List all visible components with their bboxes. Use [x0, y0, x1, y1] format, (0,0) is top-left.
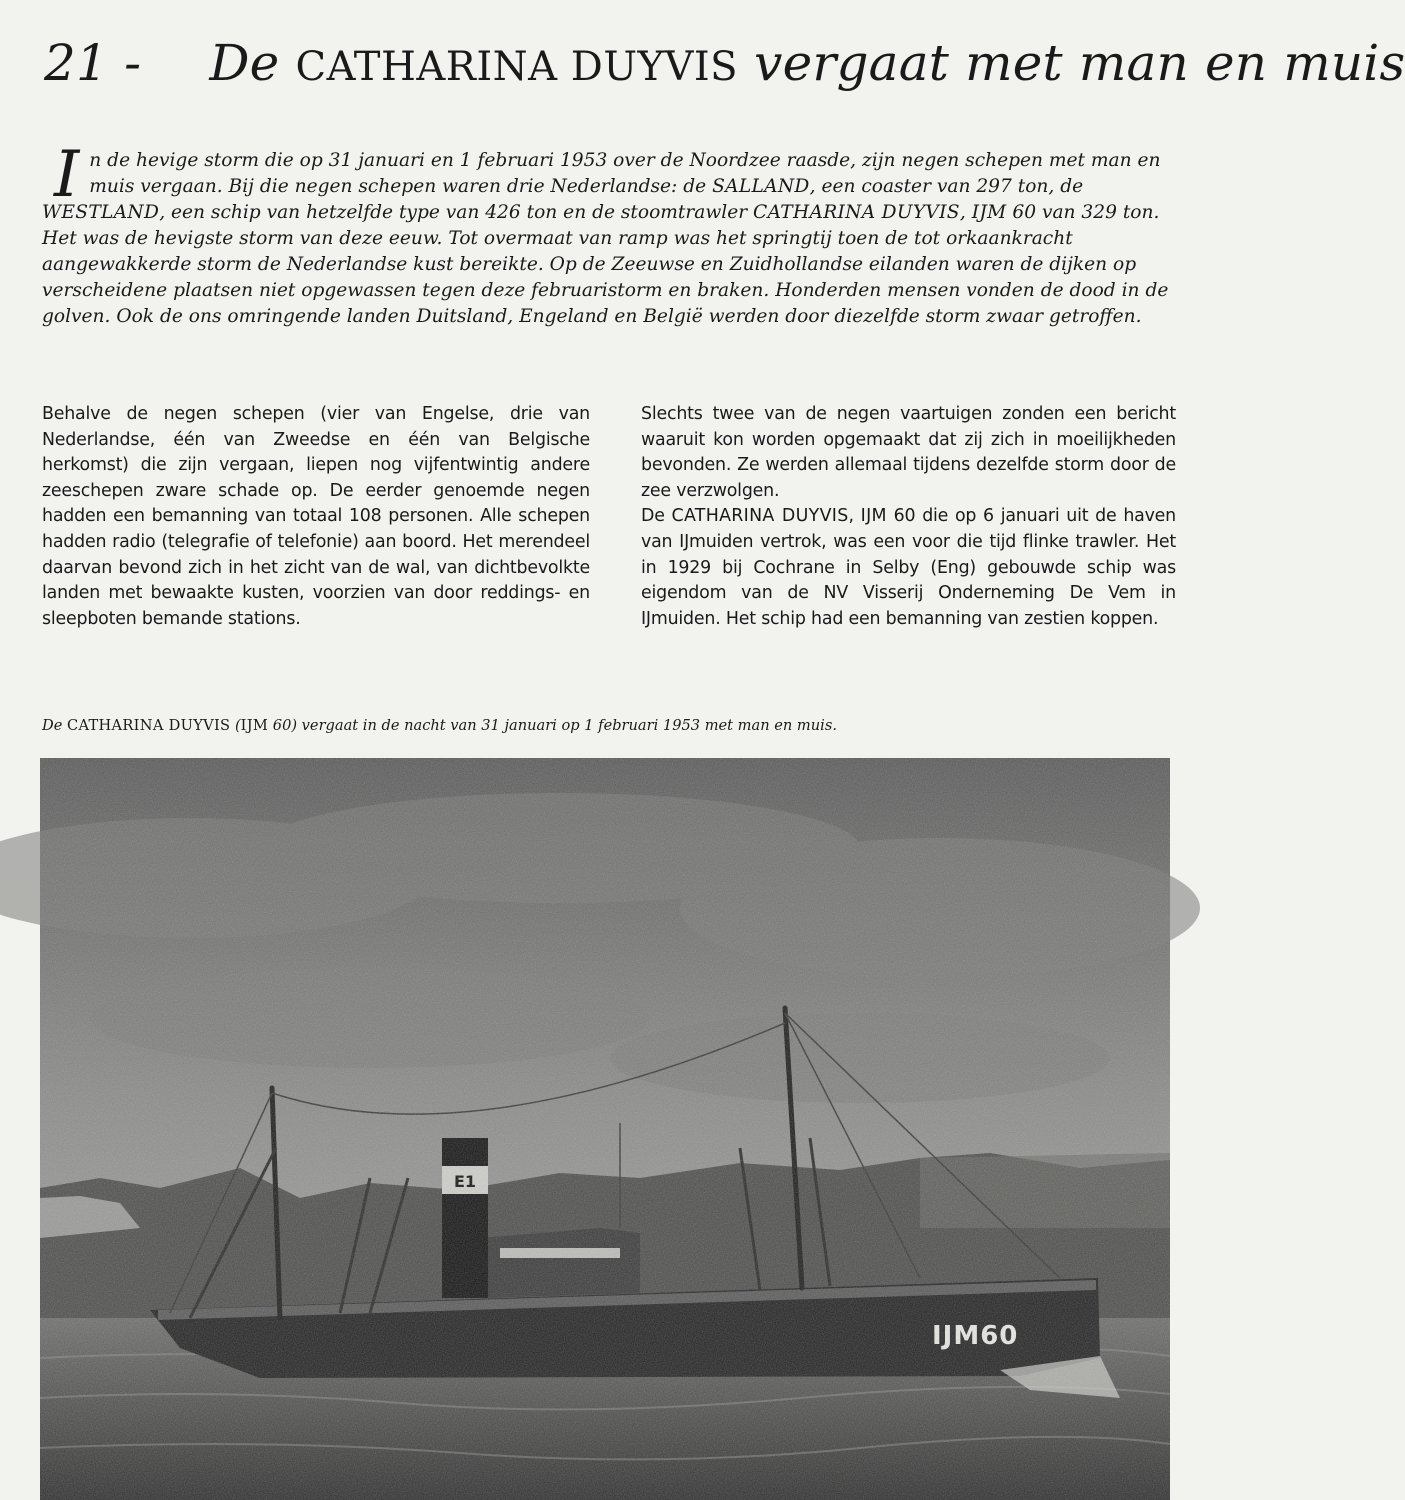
intro-text-d: ,	[959, 202, 966, 223]
column-right-paragraph-1: Slechts twee van de negen vaartuigen zonden een bericht waaruit kon worden opgemaakt dat zij zich in moeilijkheden bevonden. Ze werden allemaal tijdens dezelfde storm door de zee verzwolgen.	[641, 404, 1176, 501]
drop-cap: I	[54, 138, 80, 212]
chapter-number: 21 -	[44, 34, 142, 92]
caption-registration: IJM	[240, 717, 269, 734]
registration-prefix: IJM	[971, 202, 1007, 223]
intro-paragraph-1	[42, 138, 1182, 226]
intro-text-e: 60 van 329 ton.	[1012, 202, 1160, 223]
col-right-text-c: 60 die op 6 januari uit de haven van IJmuiden vertrok, was een voor die tijd flinke trawler. Het in 1929 bij Cochrane in Selby (Eng) gebouwde schip was eigendom van de NV Visserij Onderneming De Vem in IJmuiden. Het schip had een bemanning van zestien koppen.	[641, 506, 1177, 629]
photo-grain	[40, 758, 1170, 1500]
caption-ship-name: CATHARINA DUYVIS	[66, 717, 231, 734]
intro-text-a: n de hevige storm die op 31 januari en 1 februari 1953 over de Noordzee raasde, zijn negen schepen met man en muis vergaan. Bij die negen schepen waren drie Nederlandse: de	[89, 150, 1161, 197]
ship-salland: SALLAND	[712, 176, 810, 197]
col-right-ship-name: CATHARINA DUYVIS	[671, 506, 849, 527]
intro-text-b: , een coaster van 297 ton, de	[809, 176, 1084, 197]
title-prefix: De	[209, 34, 280, 92]
title-suffix: vergaat met man en muis	[754, 34, 1405, 92]
page-title	[44, 28, 1405, 102]
column-right-paragraph-2	[641, 504, 1176, 632]
intro-text	[42, 138, 1182, 330]
title-ship-name: CATHARINA DUYVIS	[295, 44, 739, 90]
ship-westland: WESTLAND	[42, 202, 160, 223]
col-right-text-a: De	[641, 506, 665, 527]
intro-text-c: , een schip van hetzelfde type van 426 ton en de stoomtrawler	[159, 202, 748, 223]
trawler-photo	[40, 758, 1170, 1498]
photo-caption	[42, 716, 1042, 736]
column-left-text: Behalve de negen schepen (vier van Engelse, drie van Nederlandse, één van Zweedse en één van Belgische herkomst) die zijn vergaan, liepen nog vijfentwintig andere zeeschepen zware schade op. De eerder genoemde negen hadden een bemanning van totaal 108 personen. Alle schepen hadden radio (telegrafie of telefonie) aan boord. Het merendeel daarvan bevond zich in het zicht van de wal, van dichtbevolkte landen met bewaakte kusten, voorzien van door reddings- en sleepboten bemande stations.	[42, 404, 590, 629]
caption-text-c: 60) vergaat in de nacht van 31 januari op 1 februari 1953 met man en muis.	[272, 717, 837, 734]
ship-catharina-duyvis: CATHARINA DUYVIS	[753, 202, 960, 223]
column-right	[641, 402, 1176, 632]
col-right-text-b: ,	[848, 506, 854, 527]
intro-paragraph-2: Het was de hevigste storm van deze eeuw. Tot overmaat van ramp was het springtij toen de tot orkaankracht aangewakkerde storm de Nederlandse kust bereikte. Op de Zeeuwse en Zuidhollandse eilanden waren de dijken op verscheidene plaatsen niet opgewassen tegen deze februaristorm en braken. Honderden mensen vonden de dood in de golven. Ook de ons omringende landen Duitsland, Engeland en België werden door diezelfde storm zwaar getroffen.	[42, 228, 1169, 327]
col-right-registration: IJM	[860, 506, 887, 527]
trawler-photo-svg	[40, 758, 1170, 1500]
caption-text-b: (	[234, 717, 241, 734]
column-left	[42, 402, 590, 632]
caption-text-a: De	[42, 717, 63, 734]
